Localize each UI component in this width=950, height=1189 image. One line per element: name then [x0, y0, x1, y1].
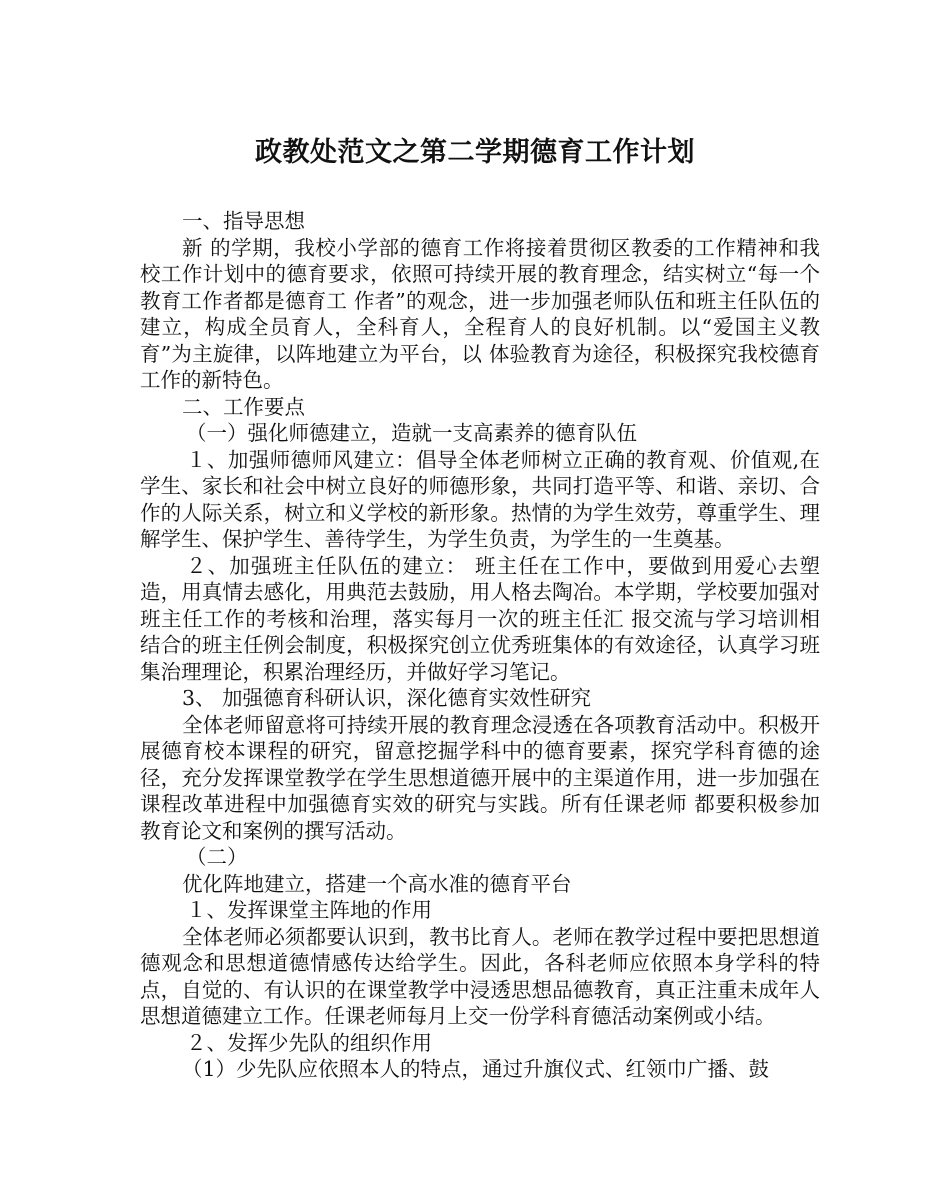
item-heading-young-pioneers: ２、发挥少先队的组织作用: [186, 1030, 432, 1055]
subsection-heading-two: （二）: [186, 845, 248, 869]
paragraph-class-teachers: ２、加强班主任队伍的建立： 班主任在工作中，要做到用爱心去塑造，用真情去感化，用典范去鼓励，用人格去陶冶。本学期，学校要加强对班主任工作的考核和治理，落实每月一次的班主任汇 报交流与学习培训相结合的班主任例会制度，积极探究创立优秀班集体的有效途径，认真学习班集治理理论，积累治理经历，并做好学习笔记。: [140, 553, 820, 684]
document-body: [140, 208, 820, 1083]
paragraph-classroom: 全体老师必须都要认识到，教书比育人。老师在教学过程中要把思想道德观念和思想道德情感传达给学生。因此，各科老师应依照本身学科的特点，自觉的、有认识的在课堂教学中浸透思想品德教育，真正注重未成年人思想道德建立工作。任课老师每月上交一份学科育德活动案例或小结。: [140, 924, 820, 1028]
paragraph-moral-research: 全体老师留意将可持续开展的教育理念浸透在各项教育活动中。积极开展德育校本课程的研究，留意挖掘学科中的德育要素，探究学科育德的途径，充分发挥课堂教学在学生思想道德开展中的主渠道作用，进一步加强在课程改革进程中加强德育实效的研究与实践。所有任课老师 都要积极参加教育论文和案例的撰写活动。: [140, 712, 820, 843]
subsection-heading-teacher-ethics: （一）强化师德建立，造就一支高素养的德育队伍: [186, 421, 637, 445]
document-title: 政教处范文之第二学期德育工作计划: [255, 137, 695, 168]
paragraph-teacher-ethics: １、加强师德师风建立：倡导全体老师树立正确的教育观、价值观,在学生、家长和社会中树立良好的师德形象，共同打造平等、和谐、亲切、合作的人际关系，树立和义学校的新形象。热情的为学生效劳，尊重学生、理解学生、保护学生、善待学生，为学生负责，为学生的一生奠基。: [140, 447, 820, 551]
section-heading-work-points: 二、工作要点: [182, 394, 305, 419]
section-heading-guiding-thought: 一、指导思想: [182, 209, 305, 233]
paragraph-guiding-thought: 新 的学期，我校小学部的德育工作将接着贯彻区教委的工作精神和我校工作计划中的德育要求，依照可持续开展的教育理念，结实树立“每一个教育工作者都是德育工 作者”的观念，进一步加强老师队伍和班主任队伍的建立，构成全员育人，全科育人，全程育人的良好机制。以“爱国主义教育”为主旋律，以阵地建立为平台，以 体验教育为途径，积极探究我校德育工作的新特色。: [140, 235, 820, 392]
item-heading-moral-research: 3、 加强德育科研认识，深化德育实效性研究: [182, 686, 592, 710]
subsection-heading-platform: 优化阵地建立，搭建一个高水准的德育平台: [182, 871, 572, 896]
paragraph-young-pioneers: （1）少先队应依照本人的特点，通过升旗仪式、红领巾广播、鼓: [182, 1057, 770, 1081]
item-heading-classroom: １、发挥课堂主阵地的作用: [186, 898, 432, 922]
